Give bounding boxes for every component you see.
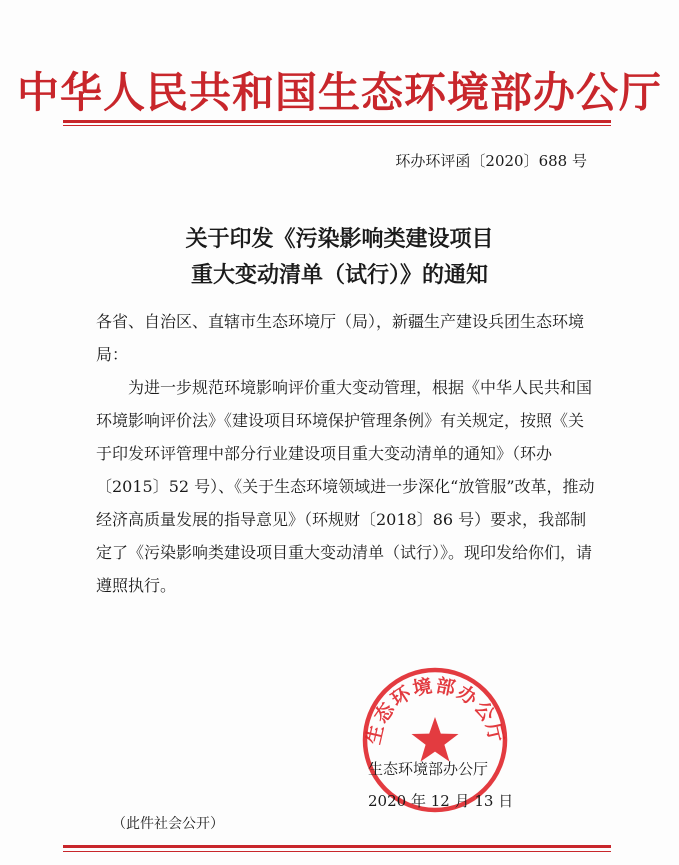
header-red-rule-thick (63, 120, 611, 123)
salutation: 各省、自治区、直辖市生态环境厅（局），新疆生产建设兵团生态环境局： (96, 312, 585, 364)
document-title-line-1: 关于印发《污染影响类建设项目 (185, 226, 494, 252)
document-number: 环办环评函〔2020〕688 号 (395, 152, 587, 170)
disclosure-note: （此件社会公开） (112, 816, 224, 832)
footer-red-rule-thin (63, 851, 611, 852)
issuer-signature: 生态环境部办公厅 (368, 760, 489, 778)
seal-text: 生态环境部办公厅 (362, 674, 508, 747)
body-paragraph: 为进一步规范环境影响评价重大变动管理，根据《中华人民共和国环境影响评价法》《建设项目环境保护管理条例》有关规定，按照《关于印发环评管理中部分行业建设项目重大变动清单的通知》（环办〔2015〕52 号）、《关于生态环境领域进一步深化“放管服”改革，推动经济高质量发展的指导意见》（环规财〔2018〕86 号）要求，我部制定了《污染影响类建设项目重大变动清单（试行）》。现印发给你们，请遵照执行。 (96, 378, 595, 595)
seal-star-icon (412, 717, 459, 762)
issue-date: 2020 年 12 月 13 日 (368, 792, 514, 810)
issuing-authority-header: 中华人民共和国生态环境部办公厅 (16, 68, 662, 117)
footer-red-rule-thick (63, 845, 611, 848)
header-red-rule-thin (63, 125, 611, 126)
document-title-line-2: 重大变动清单（试行）》的通知 (190, 262, 488, 288)
